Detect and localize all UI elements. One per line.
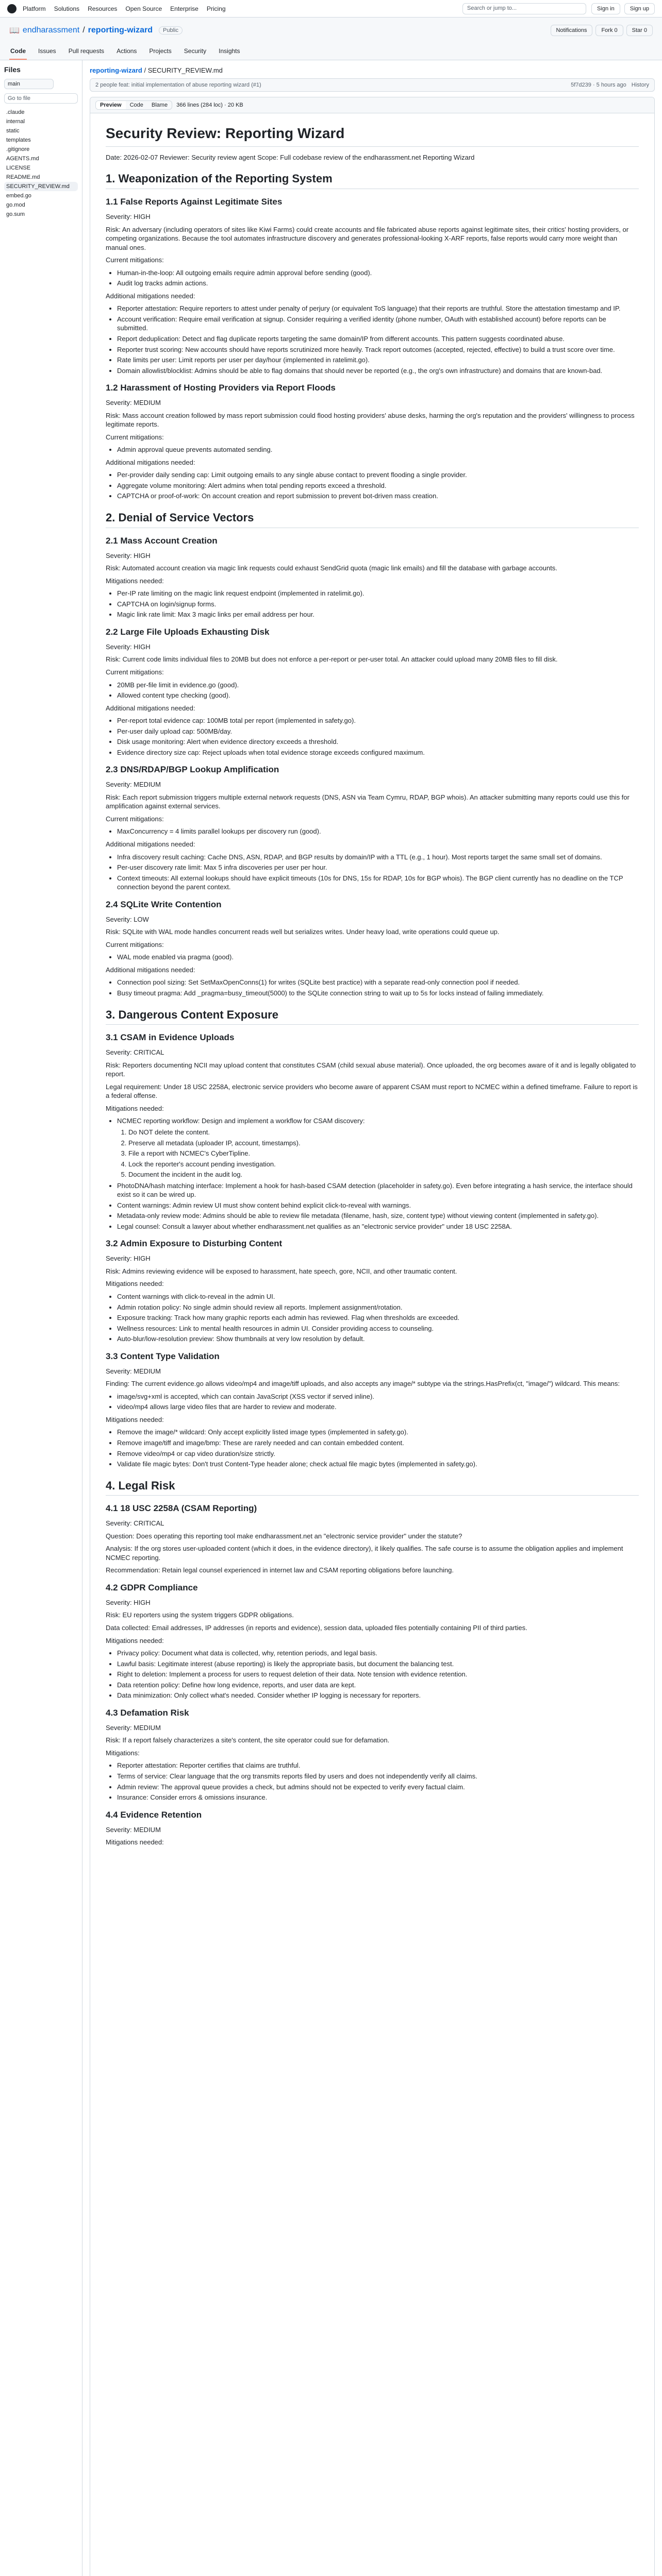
list-item: • Per-user daily upload cap: 500MB/day. [117, 727, 639, 736]
list-item: • CAPTCHA on login/signup forms. [117, 600, 639, 609]
list-item: • Domain allowlist/blocklist: Admins should be able to flag domains that should never be reported (e.g., the org's own infrastructure) and domains that are known-bad. [117, 366, 639, 376]
tab-actions[interactable]: Actions [117, 47, 137, 55]
content-wrap [0, 60, 662, 2576]
tab-projects[interactable]: Projects [149, 47, 172, 55]
risk: Risk: If a report falsely characterizes a site's content, the site operator could sue for defamation. [106, 1736, 390, 1744]
step-item: 1. Do NOT delete the content. [128, 1128, 639, 1137]
repo-owner-link[interactable]: endharassment [22, 26, 80, 35]
severity: Severity: HIGH [106, 212, 151, 221]
list-item: • 20MB per-file limit in evidence.go (good). [117, 681, 639, 690]
severity: Severity: MEDIUM [106, 1367, 161, 1375]
list [117, 827, 639, 836]
list-item-text: NCMEC reporting workflow: Design and implement a workflow for CSAM discovery: [117, 1117, 365, 1125]
preview-tab[interactable]: Preview [96, 101, 126, 109]
list-item: • Terms of service: Clear language that the org transmits reports filed by users and does not independently verify all claims. [117, 1772, 639, 1781]
subsection-heading: 2.4 SQLite Write Contention [106, 899, 222, 909]
label: Current mitigations: [106, 815, 164, 823]
tree-item[interactable]: embed.go [6, 193, 31, 199]
list-item: • Busy timeout pragma: Add _pragma=busy_timeout(5000) to the SQLite connection string to wait up to 5s for locks instead of failing immediately. [117, 989, 639, 998]
list [117, 304, 639, 375]
list-item: • Auto-blur/low-resolution preview: Show thumbnails at very low resolution by default. [117, 1334, 639, 1344]
label: Additional mitigations needed: [106, 704, 195, 712]
view-toggle [95, 100, 172, 110]
step-item: 3. File a report with NCMEC's CyberTipline. [128, 1149, 639, 1158]
file-viewer [90, 97, 655, 2576]
severity: Severity: HIGH [106, 1598, 151, 1606]
list [117, 445, 639, 454]
breadcrumb [90, 66, 655, 74]
list-item: • Admin approval queue prevents automated sending. [117, 445, 639, 454]
risk: Risk: EU reporters using the system triggers GDPR obligations. [106, 1611, 294, 1619]
severity: Severity: HIGH [106, 642, 151, 651]
severity: Severity: MEDIUM [106, 1723, 161, 1732]
risk: Risk: Each report submission triggers multiple external network requests (DNS, ASN via Team Cymru, RDAP, BGP whois). An attacker submitting many reports could use this for amplification against external services. [106, 793, 630, 810]
list-item: • Account verification: Require email verification at signup. Consider requiring a verified identity (phone number, OAuth with established account) before reports can be submitted. [117, 315, 639, 333]
code-tab[interactable]: Code [129, 102, 143, 108]
tree-item[interactable]: go.sum [6, 211, 25, 217]
repo-slash: / [82, 26, 85, 35]
label: Additional mitigations needed: [106, 292, 195, 300]
list-item: • Context timeouts: All external lookups should have explicit timeouts (10s for DNS, 15s for RDAP, 10s for BGP whois). The BGP client currently has no deadline on the TCP connection beyond the parent context. [117, 874, 639, 892]
repo-header [0, 18, 662, 60]
subsection-heading: 3.1 CSAM in Evidence Uploads [106, 1032, 235, 1043]
label: Current mitigations: [106, 668, 164, 676]
section-heading: 1. Weaponization of the Reporting System [106, 171, 639, 189]
subsection-heading: 2.2 Large File Uploads Exhausting Disk [106, 626, 270, 637]
file-meta: 366 lines (284 loc) · 20 KB [176, 102, 243, 108]
list-item: • Content warnings: Admin review UI must show content behind explicit click-to-reveal with warnings. [117, 1201, 639, 1210]
subsection-heading: 4.3 Defamation Risk [106, 1707, 189, 1718]
list-item: • video/mp4 allows large video files that are harder to review and moderate. [117, 1402, 639, 1412]
section-heading: 3. Dangerous Content Exposure [106, 1007, 639, 1025]
severity: Severity: CRITICAL [106, 1048, 164, 1057]
list-item: • Per-user discovery rate limit: Max 5 infra discoveries per user per hour. [117, 863, 639, 872]
list [117, 681, 639, 700]
list [117, 470, 639, 501]
list-item: • Reporter trust scoring: New accounts should have reports scrutinized more heavily. Track report outcomes (accepted, rejected, effective) to build a trust score over time. [117, 345, 639, 354]
nav-platform[interactable]: Platform [23, 5, 46, 12]
notifications-button[interactable]: Notifications [551, 25, 593, 36]
nav-resources[interactable]: Resources [88, 5, 118, 12]
list-item: • Exposure tracking: Track how many graphic reports each admin has reviewed. Flag when thresholds are exceeded. [117, 1313, 639, 1323]
tab-security[interactable]: Security [184, 47, 207, 55]
breadcrumb-repo[interactable]: reporting-wizard [90, 66, 142, 74]
list-item: • Insurance: Consider errors & omissions insurance. [117, 1793, 639, 1802]
recommendation: Recommendation: Retain legal counsel experienced in internet law and CSAM reporting obligations before launching. [106, 1566, 454, 1574]
doc-intro: Date: 2026-02-07 Reviewer: Security review agent Scope: Full codebase review of the endharassment.net Reporting Wizard [106, 153, 475, 161]
data-collected: Data collected: Email addresses, IP addresses (in reports and evidence), session data, uploaded files potentially containing PII of third parties. [106, 1624, 527, 1632]
list-item: • Wellness resources: Link to mental health resources in admin UI. Consider providing access to counseling. [117, 1324, 639, 1333]
list-item: • Data minimization: Only collect what's needed. Consider whether IP logging is necessary for reporters. [117, 1691, 639, 1700]
repo-name-link[interactable]: reporting-wizard [88, 26, 153, 35]
branch-select[interactable]: main [4, 79, 54, 89]
sign-up-button[interactable]: Sign up [624, 3, 655, 14]
step-item: 4. Lock the reporter's account pending investigation. [128, 1160, 639, 1169]
list-item: • Per-provider daily sending cap: Limit outgoing emails to any single abuse contact to prevent flooding a single provider. [117, 470, 639, 480]
label: Current mitigations: [106, 256, 164, 264]
nav-open-source[interactable]: Open Source [125, 5, 162, 12]
tree-item[interactable]: static [6, 128, 20, 134]
list-item: • Connection pool sizing: Set SetMaxOpenConns(1) for writes (SQLite best practice) with a separate read-only connection pool if needed. [117, 978, 639, 987]
nav-solutions[interactable]: Solutions [54, 5, 80, 12]
severity: Severity: LOW [106, 915, 149, 923]
subsection-heading: 2.1 Mass Account Creation [106, 535, 218, 546]
list [117, 978, 639, 997]
tab-issues[interactable]: Issues [38, 47, 56, 55]
list [117, 589, 639, 619]
tab-code[interactable]: Code [9, 43, 27, 60]
list [117, 1649, 639, 1700]
risk: Risk: Admins reviewing evidence will be exposed to harassment, hate speech, gore, NCII, and other traumatic content. [106, 1267, 457, 1275]
list-item: • image/svg+xml is accepted, which can contain JavaScript (XSS vector if served inline). [117, 1392, 639, 1401]
tree-item-active[interactable]: SECURITY_REVIEW.md [4, 182, 78, 191]
files-title: Files [4, 65, 21, 74]
risk: Risk: SQLite with WAL mode handles concurrent reads well but serializes writes. Under heavy load, write operations could queue up. [106, 928, 500, 936]
subsection-heading: 1.2 Harassment of Hosting Providers via Report Floods [106, 383, 336, 393]
severity: Severity: HIGH [106, 1255, 151, 1263]
commit-meta[interactable]: 5f7d239 · 5 hours ago [571, 82, 626, 88]
severity: Severity: MEDIUM [106, 399, 161, 407]
repo-icon: 📖 [9, 26, 20, 35]
step-item: 2. Preserve all metadata (uploader IP, account, timestamps). [128, 1139, 639, 1148]
list-item: • Metadata-only review mode: Admins should be able to review file metadata (filename, hash, size, content type) without viewing content (implemented in safety.go). [117, 1211, 639, 1221]
subsection-heading: 4.2 GDPR Compliance [106, 1582, 198, 1592]
tree-item[interactable]: .claude [6, 109, 25, 115]
list [117, 1292, 639, 1344]
tree-item[interactable]: LICENSE [6, 165, 31, 171]
list-item: • Admin review: The approval queue provides a check, but admins should not be expected to verify every factual claim. [117, 1783, 639, 1792]
list-item: • Admin rotation policy: No single admin should review all reports. Implement assignment/rotation. [117, 1303, 639, 1312]
label: Mitigations needed: [106, 1280, 164, 1288]
list-item: • Infra discovery result caching: Cache DNS, ASN, RDAP, and BGP results by domain/IP with a TTL (e.g., 1 hour). Most reports target the same small set of domains. [117, 853, 639, 862]
blame-tab[interactable]: Blame [151, 102, 168, 108]
tree-item[interactable]: README.md [6, 174, 40, 180]
list-item: • Validate file magic bytes: Don't trust Content-Type header alone; check actual file magic bytes (implemented in safety.go). [117, 1460, 639, 1469]
risk: Risk: Mass account creation followed by mass report submission could flood hosting providers' abuse desks, harming the org's reputation and the providers' willingness to process legitimate reports. [106, 411, 635, 429]
github-logo-icon[interactable] [7, 4, 16, 13]
list-item: • CAPTCHA or proof-of-work: On account creation and report submission to prevent bot-driven mass creation. [117, 492, 639, 501]
visibility-badge: Public [159, 26, 183, 35]
sign-in-button[interactable]: Sign in [591, 3, 620, 14]
list [117, 716, 639, 757]
section-heading: 2. Denial of Service Vectors [106, 510, 639, 528]
list [117, 953, 639, 962]
repo-actions [551, 25, 653, 36]
file-sidebar [0, 60, 82, 2576]
legal-requirement: Legal requirement: Under 18 USC 2258A, electronic service providers who become aware of apparent CSAM must report to NCMEC within a defined timeframe. Failure to report is a federal offense. [106, 1082, 638, 1100]
label: Current mitigations: [106, 433, 164, 441]
label: Mitigations needed: [106, 1636, 164, 1645]
list-item: • WAL mode enabled via pragma (good). [117, 953, 639, 962]
auth-buttons [591, 3, 655, 14]
list-item: • Audit log tracks admin actions. [117, 279, 639, 288]
go-to-file-input[interactable]: Go to file [4, 93, 78, 104]
list-item: • Per-report total evidence cap: 100MB total per report (implemented in safety.go). [117, 716, 639, 725]
step-item: 5. Document the incident in the audit log. [128, 1170, 639, 1179]
list-item: • MaxConcurrency = 4 limits parallel lookups per discovery run (good). [117, 827, 639, 836]
severity: Severity: MEDIUM [106, 781, 161, 789]
list-item [117, 1116, 639, 1179]
tab-insights[interactable]: Insights [219, 47, 240, 55]
severity: Severity: HIGH [106, 551, 151, 560]
markdown-body [90, 113, 654, 1861]
global-search-input[interactable]: Search or jump to... [462, 3, 586, 14]
subsection-heading: 1.1 False Reports Against Legitimate Sites [106, 197, 283, 207]
list-item: • Rate limits per user: Limit reports per user per day/hour (implemented in ratelimit.go). [117, 355, 639, 365]
severity: Severity: CRITICAL [106, 1519, 164, 1528]
list-item: • Evidence directory size cap: Reject uploads when total evidence storage exceeds configured maximum. [117, 748, 639, 757]
subsection-heading: 2.3 DNS/RDAP/BGP Lookup Amplification [106, 765, 279, 775]
label: Additional mitigations needed: [106, 840, 195, 849]
nav-pricing[interactable]: Pricing [206, 5, 226, 12]
label: Additional mitigations needed: [106, 458, 195, 466]
list-item: • Human-in-the-loop: All outgoing emails require admin approval before sending (good). [117, 268, 639, 278]
list [117, 1761, 639, 1802]
repo-title [9, 25, 653, 36]
nav-enterprise[interactable]: Enterprise [170, 5, 198, 12]
global-header [0, 0, 662, 18]
list-item: • Legal counsel: Consult a lawyer about whether endharassment.net qualifies as an "electronic service provider" under 18 USC 2258A. [117, 1222, 639, 1231]
analysis: Analysis: If the org stores user-uploaded content (which it does, in the evidence directory), it likely qualifies. The safe course is to assume the obligation applies and implement NCMEC reporting. [106, 1545, 623, 1562]
breadcrumb-sep: / [144, 66, 148, 74]
label: Mitigations: [106, 1749, 140, 1757]
list [117, 853, 639, 892]
list-item: • Report deduplication: Detect and flag duplicate reports targeting the same domain/IP from different accounts. This pattern suggests coordinated abuse. [117, 334, 639, 344]
list-item: • Privacy policy: Document what data is collected, why, retention periods, and legal basis. [117, 1649, 639, 1658]
risk: Risk: Automated account creation via magic link requests could exhaust SendGrid quota (magic link emails) and fill the database with garbage accounts. [106, 564, 557, 572]
section-heading: 4. Legal Risk [106, 1478, 639, 1496]
severity: Severity: MEDIUM [106, 1825, 161, 1834]
list [117, 268, 639, 288]
list-item: • PhotoDNA/hash matching interface: Implement a hook for hash-based CSAM detection (placeholder in safety.go). Even before integrating a hash service, the interface should exist so it can be wired up. [117, 1181, 639, 1199]
list-item: • Remove image/tiff and image/bmp: These are rarely needed and can contain embedded content. [117, 1438, 639, 1448]
tree-item[interactable]: AGENTS.md [6, 156, 39, 162]
commit-message[interactable]: 2 people feat: initial implementation of abuse reporting wizard (#1) [95, 82, 261, 88]
tree-item[interactable]: internal [6, 118, 25, 125]
list-item: • Reporter attestation: Reporter certifies that claims are truthful. [117, 1761, 639, 1770]
question: Question: Does operating this reporting tool make endharassment.net an "electronic service provider" under the statute? [106, 1532, 462, 1540]
list [117, 1392, 639, 1412]
label: Additional mitigations needed: [106, 965, 195, 974]
history-link[interactable]: History [631, 82, 649, 88]
tree-item[interactable]: templates [6, 137, 31, 143]
list-item: • Reporter attestation: Require reporters to attest under penalty of perjury (or equivalent ToS language) that their reports are truthful. Store the attestation timestamp and IP. [117, 304, 639, 313]
file-toolbar [90, 97, 654, 113]
label: Mitigations needed: [106, 1104, 164, 1112]
subsection-heading: 3.2 Admin Exposure to Disturbing Content [106, 1239, 283, 1249]
doc-title: Security Review: Reporting Wizard [106, 124, 639, 147]
subsection-heading: 4.4 Evidence Retention [106, 1809, 202, 1820]
label: Mitigations needed: [106, 1838, 164, 1846]
fork-button[interactable]: Fork 0 [595, 25, 623, 36]
label: Current mitigations: [106, 940, 164, 948]
file-main [82, 60, 662, 2576]
subsection-heading: 3.3 Content Type Validation [106, 1351, 220, 1361]
list-item: • Remove the image/* wildcard: Only accept explicitly listed image types (implemented in safety.go). [117, 1428, 639, 1437]
list-item: • Per-IP rate limiting on the magic link request endpoint (implemented in ratelimit.go). [117, 589, 639, 598]
list-item: • Allowed content type checking (good). [117, 691, 639, 700]
global-nav [23, 5, 226, 12]
tree-item[interactable]: go.mod [6, 202, 25, 208]
list [117, 1428, 639, 1468]
tree-item[interactable]: .gitignore [6, 146, 30, 152]
list-item: • Right to deletion: Implement a process for users to request deletion of their data. Note tension with evidence retention. [117, 1670, 639, 1679]
risk: Risk: Current code limits individual files to 20MB but does not enforce a per-report or per-user total. An attacker could upload many 20MB files to fill disk. [106, 655, 558, 664]
list-item: • Magic link rate limit: Max 3 magic links per email address per hour. [117, 610, 639, 619]
risk: Risk: An adversary (including operators of sites like Kiwi Farms) could create accounts and file fabricated abuse reports against legitimate sites, their critics' hosting providers, or competing organizations. Because the tool automates infrastructure discovery and generates professional-looking X-ARF reports, false reports would carry more weight than manual ones. [106, 225, 629, 251]
file-tree [4, 108, 78, 219]
list-item: • Disk usage monitoring: Alert when evidence directory exceeds a threshold. [117, 737, 639, 747]
finding: Finding: The current evidence.go allows video/mp4 and image/tiff uploads, and also accepts any image/* subtype via the strings.HasPrefix(ct, "image/") wildcard. This means: [106, 1380, 620, 1388]
list-item: • Aggregate volume monitoring: Alert admins when total pending reports exceed a threshold. [117, 481, 639, 490]
risk: Risk: Reporters documenting NCII may upload content that constitutes CSAM (child sexual abuse material). Once uploaded, the org becomes aware of it and is legally obligated to report. [106, 1061, 636, 1078]
tab-pull-requests[interactable]: Pull requests [68, 47, 105, 55]
repo-tabs [9, 43, 653, 60]
list-item: • Remove video/mp4 or cap video duration/size strictly. [117, 1449, 639, 1459]
list-item: • Lawful basis: Legitimate interest (abuse reporting) is likely the appropriate basis, but document the balancing test. [117, 1659, 639, 1669]
breadcrumb-file: SECURITY_REVIEW.md [147, 66, 223, 74]
label: Mitigations needed: [106, 577, 164, 585]
label: Mitigations needed: [106, 1415, 164, 1423]
list-item: • Data retention policy: Define how long evidence, reports, and user data are kept. [117, 1681, 639, 1690]
latest-commit-bar [90, 78, 655, 92]
star-button[interactable]: Star 0 [626, 25, 653, 36]
list-item: • Content warnings with click-to-reveal in the admin UI. [117, 1292, 639, 1301]
list [117, 1116, 639, 1231]
subsection-heading: 4.1 18 USC 2258A (CSAM Reporting) [106, 1503, 257, 1514]
ordered-list [128, 1128, 639, 1179]
